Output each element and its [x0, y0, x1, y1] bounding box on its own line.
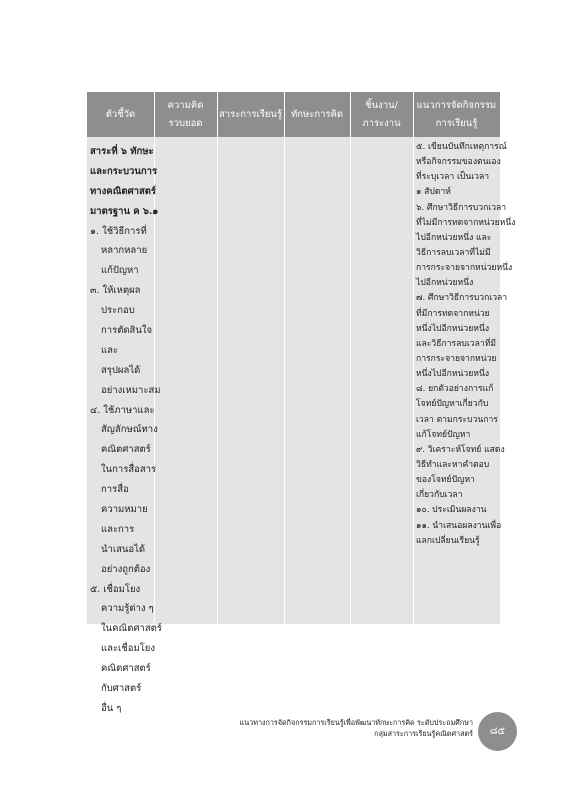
activity-line: ไปอีกหน่วยหนึ่ง และ	[416, 232, 492, 243]
activity-line: ของโจทย์ปัญหา	[416, 475, 475, 486]
indicator-line: ในคณิตศาสตร์	[101, 623, 162, 635]
indicator-line: และ	[101, 344, 119, 356]
activity-line: หนึ่งไปอีกหน่วยหนึ่ง	[416, 369, 490, 380]
activity-line: ที่มีการทดจากหน่วย	[416, 308, 490, 319]
indicator-line: ๔. ใช้ภาษาและ	[90, 404, 155, 416]
indicator-line: ความหมาย	[101, 504, 148, 516]
indicator-line: สัญลักษณ์ทาง	[101, 424, 158, 436]
indicator-line: ทางคณิตศาสตร์	[90, 185, 157, 197]
indicator-line: คณิตศาสตร์	[101, 663, 151, 675]
header-thinking-skills: ทักษะการคิด	[290, 108, 344, 120]
indicator-line: หลากหลาย	[101, 245, 148, 257]
column-divider	[284, 92, 285, 624]
indicator-line: สาระที่ ๖ ทักษะ	[90, 146, 154, 157]
indicator-line: สรุปผลได้	[101, 364, 141, 376]
activity-line: ที่ระบุเวลา เป็นเวลา	[416, 172, 490, 183]
indicator-line: และกระบวนการ	[90, 165, 158, 177]
activity-line: การกระจายจากหน่วยหนึ่ง	[416, 263, 513, 274]
column-divider	[350, 92, 351, 624]
activity-line: ๗. ศึกษาวิธีการบวกเวลา	[416, 293, 508, 304]
activity-line: หรือกิจกรรมของตนเอง	[416, 157, 501, 168]
activity-line: แลกเปลี่ยนเรียนรู้	[416, 535, 480, 546]
page-number-badge: ๘๕	[478, 712, 517, 751]
column-divider	[413, 92, 414, 624]
header-tasks: ชิ้นงาน/ ภาระงาน	[362, 99, 401, 129]
header-indicators: ตัวชี้วัด	[105, 108, 136, 120]
indicator-line: แก้ปัญหา	[101, 265, 139, 277]
column-divider	[217, 92, 218, 624]
indicator-line: ๑. ใช้วิธีการที่	[90, 225, 147, 237]
indicators-cell	[90, 142, 162, 719]
activity-line: ๕. เขียนบันทึกเหตุการณ์	[416, 142, 507, 152]
indicator-line: ความรู้ต่าง ๆ	[101, 603, 154, 615]
indicator-line: อย่างถูกต้อง	[101, 563, 151, 575]
indicator-line: ๓. ให้เหตุผล	[90, 285, 141, 297]
activity-line: ๑๑. นำเสนอผลงานเพื่อ	[416, 520, 502, 531]
activity-line: โจทย์ปัญหาเกี่ยวกับ	[416, 399, 489, 410]
activity-line: เวลา ตามกระบวนการ	[416, 414, 498, 425]
activity-line: ที่ไม่มีการทดจากหน่วยหนึ่ง	[416, 217, 516, 228]
header-content: สาระการเรียนรู้	[218, 108, 283, 120]
activity-line: หนึ่งไปอีกหน่วยหนึ่ง	[416, 323, 490, 334]
indicator-line: คณิตศาสตร์	[101, 444, 151, 456]
header-concept: ความคิด รวบยอด	[167, 99, 204, 129]
indicator-line: มาตรฐาน ค ๖.๑	[90, 205, 159, 217]
indicator-line: นำเสนอได้	[101, 543, 146, 555]
indicator-line: ในการสื่อสาร	[101, 464, 157, 476]
activity-line: วิธีทำและหาคำตอบ	[416, 459, 490, 470]
activity-line: ๙. วิเคราะห์โจทย์ แสดง	[416, 444, 505, 455]
table-header	[87, 92, 500, 137]
activity-line: วิธีการลบเวลาที่ไม่มี	[416, 247, 491, 258]
indicator-line: กับศาสตร์	[101, 683, 142, 695]
activity-line: ๖. ศึกษาวิธีการบวกเวลา	[416, 202, 507, 213]
indicator-line: การสื่อ	[101, 484, 129, 496]
activity-line: ๑ สัปดาห์	[416, 187, 451, 198]
curriculum-table	[87, 92, 516, 714]
activity-line: ๘. ยกตัวอย่างการแก้	[416, 384, 494, 395]
activities-cell	[416, 140, 516, 549]
activity-line: เกี่ยวกับเวลา	[416, 490, 463, 501]
footer-book-title: แนวทางการจัดกิจกรรมการเรียนรู้เพื่อพัฒนาทักษะการคิด ระดับประถมศึกษา	[239, 718, 473, 727]
indicator-line: และเชื่อมโยง	[101, 643, 156, 655]
indicator-line: ๕. เชื่อมโยง	[90, 583, 141, 595]
indicator-line: อย่างเหมาะสม	[101, 384, 161, 396]
activity-line: และวิธีการลบเวลาที่มี	[416, 338, 497, 349]
indicator-line: และการ	[101, 523, 135, 535]
footer-subject: กลุ่มสาระการเรียนรู้คณิตศาสตร์	[374, 729, 473, 738]
header-activities: แนวการจัดกิจกรรม การเรียนรู้	[416, 99, 497, 129]
activity-line: การกระจายจากหน่วย	[416, 353, 497, 364]
activity-line: แก้โจทย์ปัญหา	[416, 429, 471, 440]
indicator-line: อื่น ๆ	[101, 702, 122, 714]
activity-line: ๑๐. ประเมินผลงาน	[416, 505, 487, 516]
activity-line: ไปอีกหน่วยหนึ่ง	[416, 278, 474, 289]
indicator-line: การตัดสินใจ	[101, 325, 153, 337]
page-footer	[230, 717, 473, 739]
indicator-line: ประกอบ	[101, 305, 135, 317]
